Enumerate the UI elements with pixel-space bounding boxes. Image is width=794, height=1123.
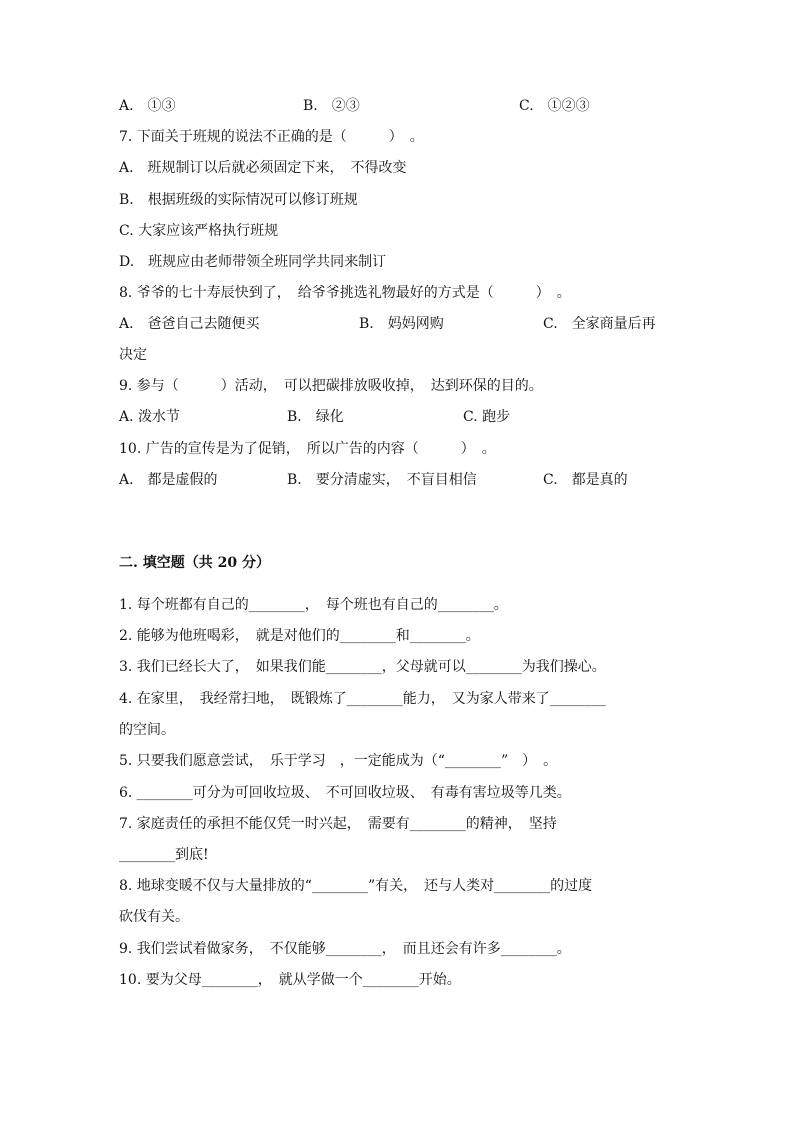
q8-option-c: C. 全家商量后再 <box>543 316 656 332</box>
fill-q5: 5. 只要我们愿意尝试， 乐于学习 ，一定能成为（“________” ） 。 <box>119 753 558 769</box>
fill-q7-wrap: ________到底! <box>119 847 209 863</box>
q10-option-b: B. 要分清虚实， 不盲目相信 <box>287 472 477 488</box>
q10-options <box>119 470 628 490</box>
q9-option-b: B. 绿化 <box>287 409 344 425</box>
q6-option-b: B. ②③ <box>303 98 360 114</box>
q9-options <box>119 407 511 427</box>
q8-options <box>119 314 656 334</box>
q8-option-c-wrap: 决定 <box>119 347 147 363</box>
q7-option-b: B. 根据班级的实际情况可以修订班规 <box>119 192 358 208</box>
q8-option-a: A. 爸爸自己去随便买 <box>119 316 260 332</box>
fill-q1: 1. 每个班都有自己的________， 每个班也有自己的________。 <box>119 597 508 613</box>
q7-option-c: C. 大家应该严格执行班规 <box>119 223 279 239</box>
fill-q7: 7. 家庭责任的承担不能仅凭一时兴起， 需要有________的精神， 坚持 <box>119 816 557 832</box>
fill-q4: 4. 在家里， 我经常扫地， 既锻炼了________能力， 又为家人带来了________ <box>119 691 606 707</box>
fill-q2: 2. 能够为他班喝彩， 就是对他们的________和________。 <box>119 628 480 644</box>
section-title-fill-blank: 二. 填空题（共 20 分） <box>119 555 270 571</box>
q9-stem: 9. 参与（ ）活动， 可以把碳排放吸收掉， 达到环保的目的。 <box>119 378 543 394</box>
fill-q8-wrap: 砍伐有关。 <box>119 909 189 925</box>
fill-q6: 6. ________可分为可回收垃圾、 不可回收垃圾、 有毒有害垃圾等几类。 <box>119 785 571 801</box>
fill-q10: 10. 要为父母________， 就从学做一个________开始。 <box>119 972 461 988</box>
q6-option-c: C. ①②③ <box>519 98 590 114</box>
q6-option-a: A. ①③ <box>119 98 176 114</box>
q7-stem: 7. 下面关于班规的说法不正确的是（ ） 。 <box>119 129 424 145</box>
q9-option-a: A. 泼水节 <box>119 409 181 425</box>
fill-q9: 9. 我们尝试着做家务， 不仅能够________， 而且还会有许多________。 <box>119 941 571 957</box>
fill-q4-wrap: 的空间。 <box>119 722 175 738</box>
q7-option-a: A. 班规制订以后就必须固定下来， 不得改变 <box>119 160 407 176</box>
q10-stem: 10. 广告的宣传是为了促销， 所以广告的内容（ ） 。 <box>119 441 496 457</box>
q10-option-a: A. 都是虚假的 <box>119 472 218 488</box>
fill-q8: 8. 地球变暖不仅与大量排放的“________”有关， 还与人类对________的过度 <box>119 878 593 894</box>
q9-option-c: C. 跑步 <box>463 409 511 425</box>
q8-stem: 8. 爷爷的七十寿辰快到了， 给爷爷挑选礼物最好的方式是（ ） 。 <box>119 285 571 301</box>
q8-option-b: B. 妈妈网购 <box>359 316 444 332</box>
q10-option-c: C. 都是真的 <box>543 472 628 488</box>
q7-option-d: D. 班规应由老师带领全班同学共同来制订 <box>119 254 387 270</box>
q6-options <box>119 96 590 116</box>
fill-q3: 3. 我们已经长大了， 如果我们能________，父母就可以________为我们操心。 <box>119 659 606 675</box>
